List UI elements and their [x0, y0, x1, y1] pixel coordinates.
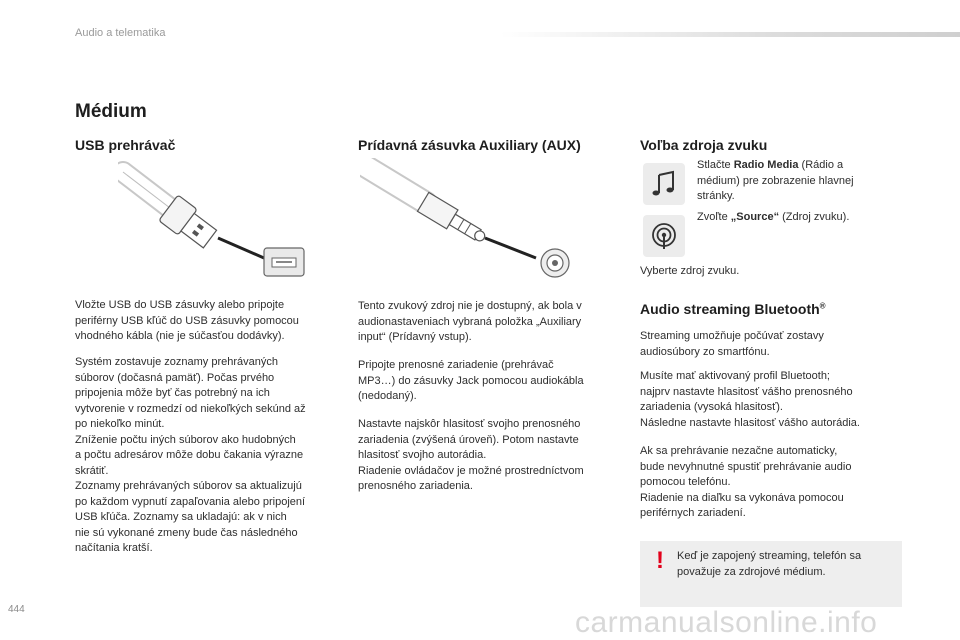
watermark: carmanualsonline.info: [575, 606, 878, 639]
usb-port-icon: [264, 248, 304, 276]
step-1-pre: Stlačte: [697, 159, 734, 171]
bluetooth-heading: [640, 301, 826, 317]
usb-illustration: [118, 160, 318, 285]
radio-media-button: [643, 163, 685, 205]
select-source-text: Vyberte zdroj zvuku.: [640, 265, 740, 277]
aux-paragraph-3: Nastavte najskôr hlasitosť svojho prenosného zariadenia (zvýšená úroveň). Potom nastavte hlasitosť svojho autorádia. Riadenie ovládačov je možné prostredníctvom prenosného zariadenia.: [358, 418, 584, 492]
aux-paragraph-1: Tento zvukový zdroj nie je dostupný, ak bola v audionastaveniach vybraná položka „Auxiliary input“ (Prídavný vstup).: [358, 300, 582, 343]
aux-heading: Prídavná zásuvka Auxiliary (AUX): [358, 137, 581, 153]
usb-paragraph-1: Vložte USB do USB zásuvky alebo pripojte periférny USB kľúč do USB zásuvky pomocou vhodného kábla (nie je súčasťou dodávky).: [75, 299, 299, 342]
aux-paragraph-2: Pripojte prenosné zariadenie (prehrávač MP3…) do zásuvky Jack pomocou audiokábla (nedodaný).: [358, 359, 584, 402]
source-button: [643, 215, 685, 257]
source-icon: [643, 215, 685, 257]
step-2-pre: Zvoľte: [697, 211, 731, 223]
music-note-icon: [643, 163, 685, 205]
step-2-bold: „Source“: [730, 211, 780, 223]
step-1-bold: Radio Media: [733, 159, 799, 171]
usb-cable-icon: [123, 172, 220, 252]
jack-plug-icon: [365, 166, 490, 248]
step-2-post: (Zdroj zvuku).: [779, 211, 850, 223]
usb-heading: USB prehrávač: [75, 137, 176, 153]
source-step-1: [697, 158, 887, 205]
page-title: Médium: [75, 101, 147, 122]
running-header: Audio a telematika: [75, 27, 166, 39]
header-bar: [500, 32, 960, 37]
step-1-post: (Rádio a médium) pre zobrazenie hlavnej stránky.: [697, 159, 854, 202]
bluetooth-paragraph-2: Musíte mať aktivovaný profil Bluetooth; najprv nastavte hlasitosť vášho prenosného zariadenia (vysoká hlasitosť). Následne nastavte hlasitosť vášho autorádia.: [640, 370, 860, 429]
source-step-2: [697, 210, 887, 226]
bluetooth-heading-text: Audio streaming Bluetooth: [640, 301, 820, 317]
note-text: Keď je zapojený streaming, telefón sa považuje za zdrojové médium.: [677, 550, 862, 578]
usb-paragraph-2: Systém zostavuje zoznamy prehrávaných súborov (dočasná pamäť). Počas prvého pripojenia môže byť čas potrebný na ich vytvorenie v rozmedzí od niekoľkých sekúnd až po niekoľko minút. Zníženie počtu iných súborov ako hudobných a počtu adresárov môže dobu čakania výrazne skrátiť. Zoznamy prehrávaných súborov sa aktualizujú po každom vypnutí zapaľovania alebo pripojení USB kľúča. Zoznamy sa ukladajú: ak v nich nie sú vykonané zmeny bude čas následného načítania kratší.: [75, 356, 306, 554]
source-heading: Voľba zdroja zvuku: [640, 137, 768, 153]
registered-mark: ®: [819, 301, 826, 311]
page-number: 444: [8, 604, 25, 615]
aux-socket-icon: [541, 249, 569, 277]
warning-icon: !: [656, 547, 664, 574]
bluetooth-paragraph-3: Ak sa prehrávanie nezačne automaticky, bude nevyhnutné spustiť prehrávanie audio pomocou telefónu. Riadenie na diaľku sa vykonáva pomocou periférnych zariadení.: [640, 445, 852, 519]
bluetooth-paragraph-1: Streaming umožňuje počúvať zostavy audiosúbory zo smartfónu.: [640, 330, 824, 358]
aux-illustration: [360, 158, 580, 283]
